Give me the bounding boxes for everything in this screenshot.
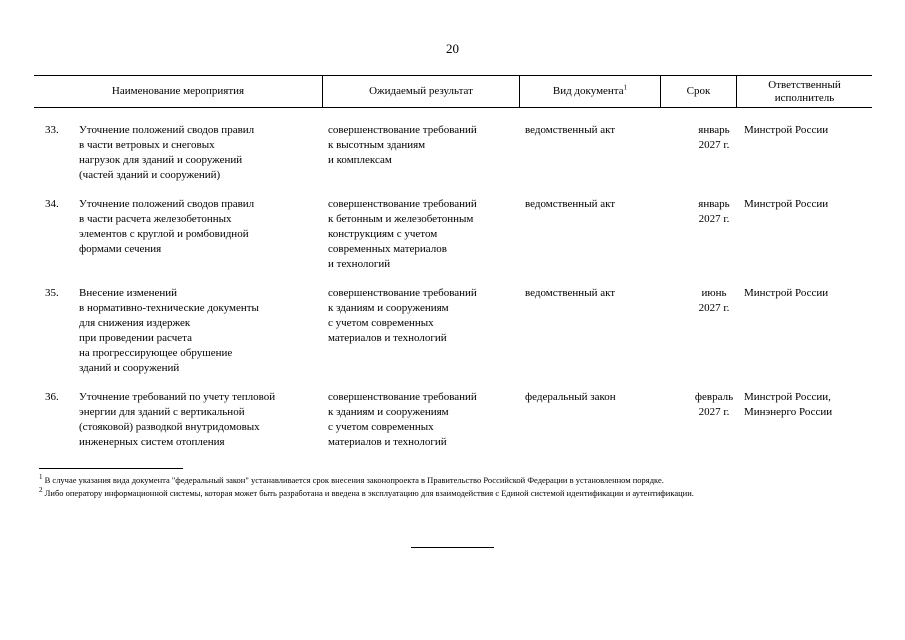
footnote-separator (39, 468, 183, 469)
deadline-line: 2027 г. (698, 302, 730, 314)
deadline-line: январь (698, 198, 730, 210)
header-name: Наименование мероприятия (111, 85, 245, 97)
expected-result-line: совершенствование требований (328, 124, 477, 136)
expected-result-line: к бетонным и железобетонным (328, 213, 474, 225)
responsible (744, 123, 828, 138)
row-number: 35. (45, 287, 59, 299)
deadline-line: июнь (701, 287, 727, 299)
header-doc-type (519, 76, 660, 107)
responsible (744, 390, 832, 420)
expected-result-line: совершенствование требований (328, 287, 477, 299)
expected-result-line: к высотным зданиям (328, 139, 426, 151)
measure-name-line: элементов с круглой и ромбовидной (79, 228, 249, 240)
row-number: 33. (45, 124, 59, 136)
responsible-line: Минэнерго России (744, 406, 833, 418)
measure-name (79, 390, 275, 450)
page-number: 20 (446, 41, 459, 56)
expected-result (328, 123, 477, 168)
expected-result (328, 390, 477, 450)
expected-result-line: к зданиям и сооружениям (328, 406, 449, 418)
expected-result-line: материалов и технологий (328, 332, 447, 344)
footnotes (39, 474, 866, 500)
responsible-line: Минстрой России (744, 287, 829, 299)
expected-result-line: и технологий (328, 258, 391, 270)
measures-table (34, 75, 872, 448)
measure-name-line: при проведении расчета (79, 332, 192, 344)
measure-name-line: зданий и сооружений (79, 362, 180, 374)
measure-name-line: Уточнение положений сводов правил (79, 124, 255, 136)
deadline-line: 2027 г. (698, 213, 730, 225)
expected-result-line: с учетом современных (328, 317, 434, 329)
measure-name-line: формами сечения (79, 243, 162, 255)
responsible-line: Минстрой России (744, 198, 829, 210)
measure-name-line: в части ветровых и снеговых (79, 139, 215, 151)
header-doc-type-label: Вид документа$^1$ (552, 83, 628, 97)
expected-result (328, 197, 477, 272)
footnote-ref-1: 1 (623, 83, 628, 92)
document-type: ведомственный акт (525, 124, 616, 136)
deadline-line: февраль (694, 391, 734, 403)
deadline-line: январь (698, 124, 730, 136)
measure-name-line: Уточнение требований по учету тепловой (79, 391, 276, 403)
footnote-1: $^1$ В случае указания вида документа "федеральный закон" устанавливается срок внесения законопроекта в Правительство Российской Федерации в установленном порядке. (39, 473, 664, 485)
measure-name-line: для снижения издержек (79, 317, 191, 329)
expected-result-line: с учетом современных (328, 421, 434, 433)
deadline-line: 2027 г. (698, 406, 730, 418)
responsible-line: Минстрой России, (744, 391, 831, 403)
row-number: 36. (45, 391, 59, 403)
expected-result (328, 286, 477, 346)
expected-result-line: конструкциям с учетом (328, 228, 438, 240)
responsible-line: Минстрой России (744, 124, 829, 136)
measure-name (79, 286, 259, 376)
deadline-line: 2027 г. (698, 139, 730, 151)
expected-result-line: к зданиям и сооружениям (328, 302, 449, 314)
footnote-2: $^2$ Либо оператору информационной системы, которая может быть разработана и введена в эксплуатацию для взаимодействия с Единой системой идентификации и аутентификации. (39, 486, 694, 498)
row-number: 34. (45, 198, 59, 210)
measure-name-line: в части расчета железобетонных (79, 213, 232, 225)
expected-result-line: современных материалов (328, 243, 447, 255)
measure-name-line: на прогрессирующее обрушение (79, 347, 233, 359)
document-type: ведомственный акт (525, 198, 616, 210)
measure-name-line: нагрузок для зданий и сооружений (79, 154, 243, 166)
document-type: федеральный закон (525, 391, 616, 403)
responsible (744, 197, 828, 212)
measure-name (79, 197, 254, 257)
measure-name-line: инженерных систем отопления (79, 436, 225, 448)
expected-result-line: совершенствование требований (328, 391, 477, 403)
header-responsible: Ответственный исполнитель (736, 76, 872, 107)
responsible (744, 286, 828, 301)
measure-name-line: (частей зданий и сооружений) (79, 169, 221, 181)
header-result: Ожидаемый результат (322, 76, 519, 107)
expected-result-line: совершенствование требований (328, 198, 477, 210)
end-separator (411, 547, 494, 548)
table-header (34, 75, 872, 108)
header-term: Срок (660, 76, 736, 107)
measure-name-line: (стояковой) разводкой внутридомовых (79, 421, 260, 433)
measure-name (79, 123, 254, 183)
measure-name-line: в нормативно-технические документы (79, 302, 259, 314)
expected-result-line: материалов и технологий (328, 436, 447, 448)
measure-name-line: Уточнение положений сводов правил (79, 198, 255, 210)
document-type: ведомственный акт (525, 287, 616, 299)
measure-name-line: энергии для зданий с вертикальной (79, 406, 245, 418)
measure-name-line: Внесение изменений (79, 287, 178, 299)
expected-result-line: и комплексам (328, 154, 392, 166)
